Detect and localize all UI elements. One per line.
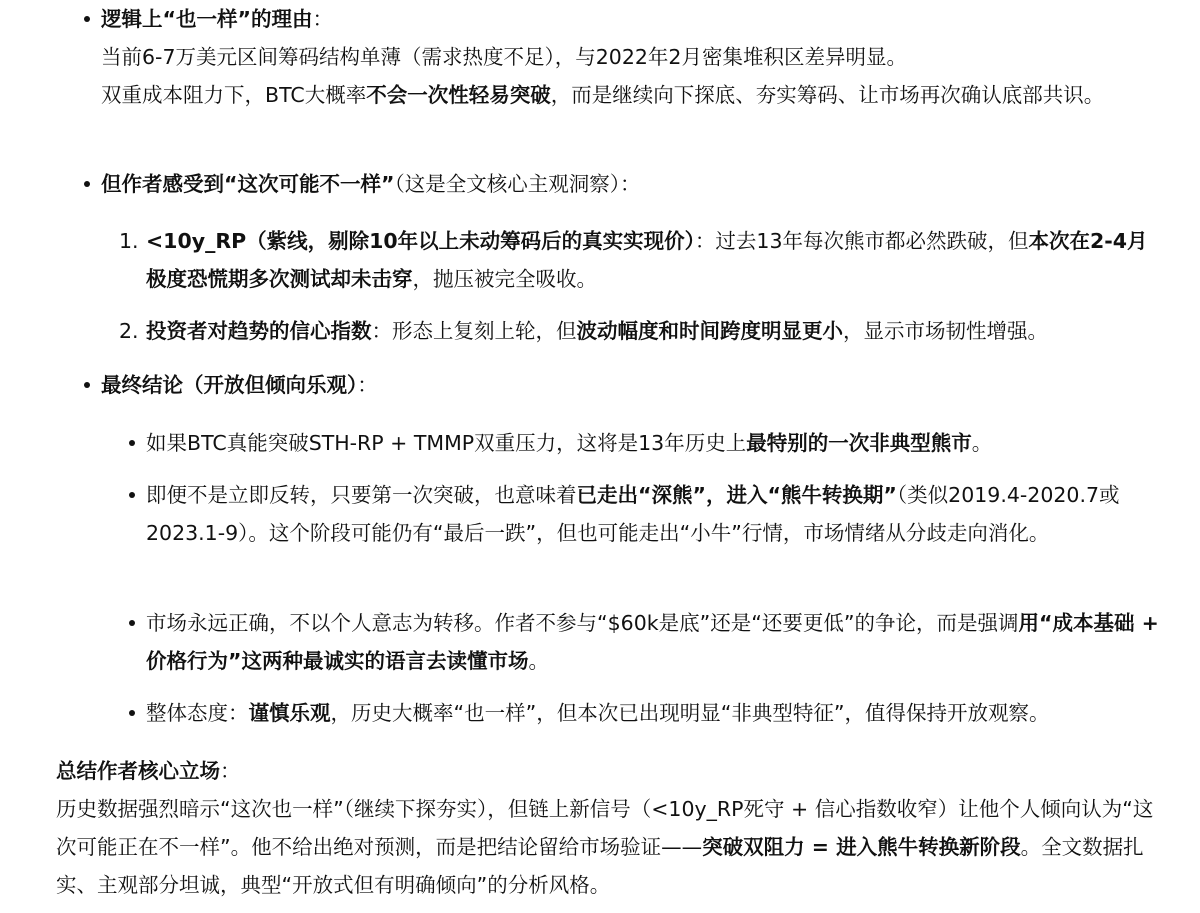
numbered-list xyxy=(101,222,1161,298)
list-item xyxy=(56,366,1156,404)
text-run: 整体态度： xyxy=(146,701,249,725)
sub-list-item xyxy=(101,476,1161,552)
bold-text: <10y_RP（紫线，剔除10年以上未动筹码后的真实实现价） xyxy=(146,229,695,253)
bullet-dot xyxy=(129,492,135,498)
text-run: 。全文数据扎实、主观部分坦诚，典型“开放式但有明确倾向”的分析风格。 xyxy=(56,835,1144,897)
text-run: 双重成本阻力下，BTC大概率 xyxy=(101,83,367,107)
summary-section xyxy=(56,752,1156,904)
bullet-dot xyxy=(84,16,90,22)
text-run: 。 xyxy=(528,649,549,673)
heading-colon: ： xyxy=(357,373,378,397)
bullet-final-conclusion xyxy=(56,366,1156,404)
item-number: 2. xyxy=(119,319,139,343)
text-run: 如果BTC真能突破STH-RP + TMMP双重压力，这将是13年历史上 xyxy=(146,431,747,455)
numbered-item xyxy=(101,222,1161,298)
summary-title: 总结作者核心立场 xyxy=(56,759,220,783)
bullet-dot xyxy=(129,710,135,716)
text-run: ，历史大概率“也一样”，但本次已出现明显“非典型特征”，值得保持开放观察。 xyxy=(330,701,1050,725)
text-run: ，显示市场韧性增强。 xyxy=(843,319,1048,343)
bold-text: 用“成本基础 + 价格行为”这两种最诚实的语言去读懂市场 xyxy=(146,611,1159,673)
bullet-dot xyxy=(129,620,135,626)
bold-text: 谨慎乐观 xyxy=(248,701,331,725)
numbered-list xyxy=(101,312,1161,350)
bullet-dot xyxy=(84,181,90,187)
list-item xyxy=(56,165,1156,203)
sub-bullet-list xyxy=(101,694,1161,732)
summary-paragraph xyxy=(56,790,1156,904)
bold-text: 投资者对趋势的信心指数 xyxy=(146,319,372,343)
heading-aside: （这是全文核心主观洞察）： xyxy=(394,172,641,196)
bullet-dot xyxy=(129,440,135,446)
summary-title-line xyxy=(56,752,1156,790)
bold-text: 突破双阻力 = 进入熊牛转换新阶段 xyxy=(702,835,1021,859)
text-run: ，抛压被完全吸收。 xyxy=(412,267,597,291)
bullet-author-feels-different xyxy=(56,165,1156,203)
sub-bullet-list xyxy=(101,604,1161,680)
text-run: 即便不是立即反转，只要第一次突破，也意味着 xyxy=(146,483,577,507)
text-run: 市场永远正确，不以个人意志为转移。作者不参与“$60k是底”还是“还要更低”的争论，而是强调 xyxy=(146,611,1019,635)
summary-colon: ： xyxy=(220,759,241,783)
text-run: ，而是继续向下探底、夯实筹码、让市场再次确认底部共识。 xyxy=(550,83,1105,107)
sub-list-item xyxy=(101,604,1161,680)
bullet-heading: 逻辑上“也一样”的理由 xyxy=(101,7,313,31)
bullet-heading: 但作者感受到“这次可能不一样” xyxy=(101,172,395,196)
item-number: 1. xyxy=(119,229,139,253)
text-run: ：形态上复刻上轮，但 xyxy=(371,319,577,343)
sub-bullet-list xyxy=(101,424,1161,462)
text-run: 。 xyxy=(971,431,993,455)
sub-bullet-list xyxy=(101,476,1161,552)
bold-text: 不会一次性轻易突破 xyxy=(366,83,551,107)
bullet-heading: 最终结论（开放但倾向乐观） xyxy=(101,373,358,397)
text-run: 历史数据强烈暗示“这次也一样”（继续下探夯实），但链上新信号（<10y_RP死守 + 信心指数收窄）让他个人倾向认为“这次可能正在不一样”。他不给出绝对预测，而是把结论留给市场验证—— xyxy=(56,797,1154,859)
paragraph xyxy=(101,76,1156,114)
sub-list-item xyxy=(101,424,1161,462)
text-run: ：过去13年每次熊市都必然跌破，但 xyxy=(694,229,1029,253)
bold-text: 本次在2-4月极度恐慌期多次测试却未击穿 xyxy=(146,229,1148,291)
bullet-dot xyxy=(84,382,90,388)
numbered-item xyxy=(101,312,1161,350)
sub-list-item xyxy=(101,694,1161,732)
bullet-heading-line xyxy=(101,0,1156,38)
list-item xyxy=(56,0,1156,114)
paragraph: 当前6-7万美元区间筹码结构单薄（需求热度不足），与2022年2月密集堆积区差异明显。 xyxy=(101,45,907,69)
bullet-logic-same xyxy=(56,0,1156,114)
bold-text: 最特别的一次非典型熊市 xyxy=(746,431,972,455)
heading-colon: ： xyxy=(312,7,333,31)
bold-text: 已走出“深熊”，进入“熊牛转换期” xyxy=(576,483,897,507)
text-run: （类似2019.4-2020.7或2023.1-9）。这个阶段可能仍有“最后一跌”，但也可能走出“小牛”行情，市场情绪从分歧走向消化。 xyxy=(146,483,1120,545)
bold-text: 波动幅度和时间跨度明显更小 xyxy=(576,319,843,343)
